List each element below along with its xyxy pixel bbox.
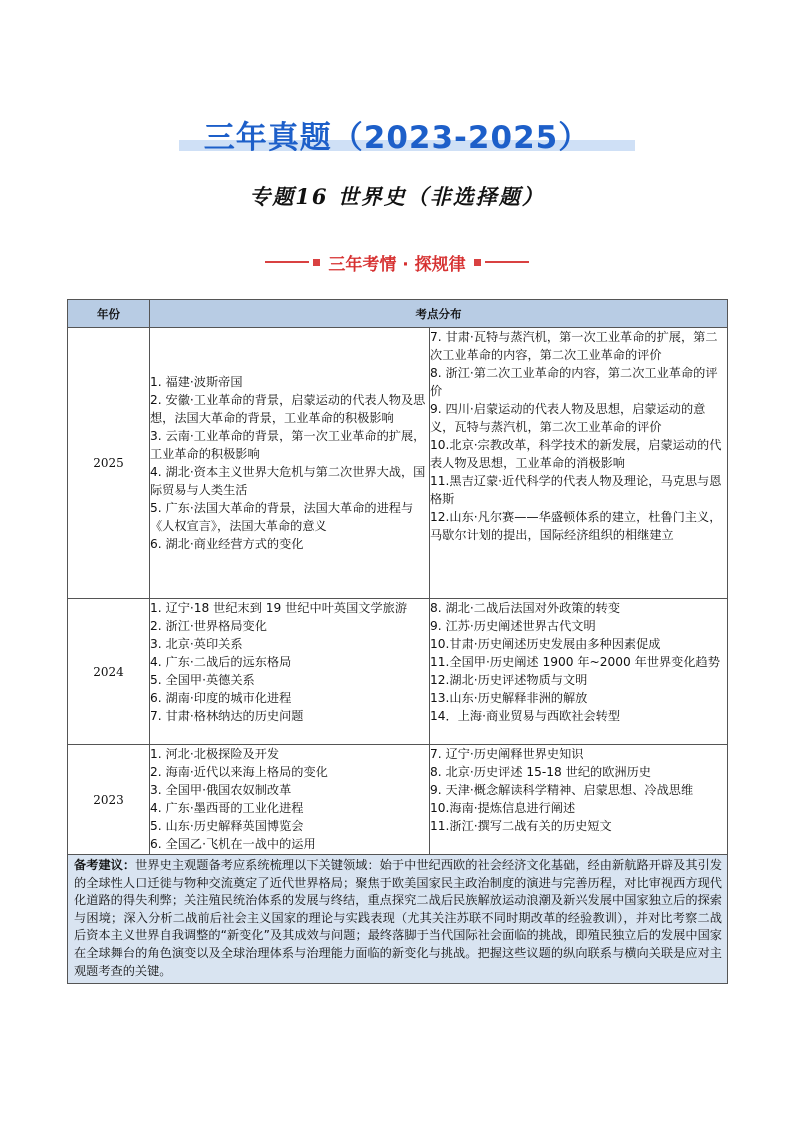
list-item: 1. 河北·北极探险及开发 [150, 747, 280, 761]
list-item: 7. 甘肃·格林纳达的历史问题 [150, 709, 304, 723]
banner-right-diamond-icon [474, 259, 481, 266]
list-item: 6. 湖北·商业经营方式的变化 [150, 537, 304, 551]
list-item: 12.湖北·历史评述物质与文明 [430, 673, 588, 687]
list-item: 3. 云南·工业革命的背景，第一次工业革命的扩展，工业革命的积极影响 [150, 429, 426, 461]
list-item: 10.甘肃·历史阐述历史发展由多种因素促成 [430, 637, 661, 651]
year-cell: 2024 [68, 599, 150, 745]
list-item: 4. 湖北·资本主义世界大危机与第二次世界大战，国际贸易与人类生活 [150, 465, 426, 497]
header-topics: 考点分布 [150, 300, 728, 328]
year-cell: 2023 [68, 745, 150, 855]
topics-left-cell [150, 599, 430, 745]
section-title: 三年考情 · 探规律 [328, 254, 466, 275]
year-cell: 2025 [68, 328, 150, 599]
list-item: 14．上海·商业贸易与西欧社会转型 [430, 709, 621, 723]
topics-right-cell [430, 328, 728, 599]
list-item: 5. 广东·法国大革命的背景，法国大革命的进程与《人权宣言》，法国大革命的意义 [150, 501, 414, 533]
list-item: 7. 甘肃·瓦特与蒸汽机，第一次工业革命的扩展，第二次工业革命的内容，第二次工业革命的评价 [430, 330, 718, 362]
banner-left-diamond-icon [313, 259, 320, 266]
list-item: 4. 广东·二战后的远东格局 [150, 655, 292, 669]
list-item: 11.全国甲·历史阐述 1900 年~2000 年世界变化趋势 [430, 655, 720, 669]
topics-right-cell [430, 745, 728, 855]
topics-left-cell [150, 328, 430, 599]
banner-left-line [265, 261, 309, 263]
topics-right-cell [430, 599, 728, 745]
list-item: 1. 福建·波斯帝国 [150, 375, 243, 389]
advice-label: 备考建议： [74, 858, 136, 872]
header-year: 年份 [68, 300, 150, 328]
list-item: 4. 广东·墨西哥的工业化进程 [150, 801, 304, 815]
table-row-2024 [68, 599, 728, 745]
list-item: 3. 全国甲·俄国农奴制改革 [150, 783, 292, 797]
list-item: 8. 湖北·二战后法国对外政策的转变 [430, 601, 621, 615]
list-item: 5. 山东·历史解释英国博览会 [150, 819, 304, 833]
advice-text: 世界史主观题备考应系统梳理以下关键领域：始于中世纪西欧的社会经济文化基础，经由新航路开辟及其引发的全球性人口迁徙与物种交流奠定了近代世界格局；聚焦于欧美国家民主政治制度的演进与完善历程，对比审视西方现代化道路的得失利弊；关注殖民统治体系的发展与终结，重点探究二战后民族解放运动浪潮及新兴发展中国家独立后的探索与困境；深入分析二战前后社会主义国家的理论与实践表现（尤其关注苏联不同时期改革的经验教训），并对比考察二战后资本主义世界自我调整的“新变化”及其成效与问题；最终落脚于当代国际社会面临的挑战，即殖民独立后的发展中国家在全球舞台的角色演变以及全球治理体系与治理能力面临的新变化与挑战。把握这些议题的纵向联系与横向关联是应对主观题考查的关键。 [74, 858, 723, 978]
list-item: 3. 北京·英印关系 [150, 637, 243, 651]
list-item: 6. 湖南·印度的城市化进程 [150, 691, 292, 705]
list-item: 2. 浙江·世界格局变化 [150, 619, 267, 633]
list-item: 5. 全国甲·英德关系 [150, 673, 255, 687]
topic-subtitle: 专题16 世界史（非选择题） [249, 184, 545, 209]
page-title: 三年真题（2023-2025） [203, 120, 591, 156]
advice-cell [68, 855, 728, 984]
list-item: 8. 浙江·第二次工业革命的内容，第二次工业革命的评价 [430, 366, 718, 398]
banner-right-line [485, 261, 529, 263]
list-item: 7. 辽宁·历史阐释世界史知识 [430, 747, 584, 761]
list-item: 2. 安徽·工业革命的背景，启蒙运动的代表人物及思想，法国大革命的背景，工业革命的积极影响 [150, 393, 426, 425]
list-item: 2. 海南·近代以来海上格局的变化 [150, 765, 328, 779]
list-item: 11.黑吉辽蒙·近代科学的代表人物及理论，马克思与恩格斯 [430, 474, 722, 506]
table-header-row [68, 300, 728, 328]
list-item: 11.浙江·撰写二战有关的历史短文 [430, 819, 612, 833]
list-item: 12.山东·凡尔赛——华盛顿体系的建立，杜鲁门主义，马歇尔计划的提出，国际经济组织的相继建立 [430, 510, 722, 542]
list-item: 1. 辽宁·18 世纪末到 19 世纪中叶英国文学旅游 [150, 601, 408, 615]
list-item: 8. 北京·历史评述 15-18 世纪的欧洲历史 [430, 765, 651, 779]
topics-left-cell [150, 745, 430, 855]
advice-row [68, 855, 728, 984]
list-item: 9. 天津·概念解读科学精神、启蒙思想、冷战思维 [430, 783, 694, 797]
list-item: 6. 全国乙·飞机在一战中的运用 [150, 837, 316, 851]
exam-distribution-table [67, 299, 728, 984]
list-item: 10.北京·宗教改革，科学技术的新发展，启蒙运动的代表人物及思想，工业革命的消极影响 [430, 438, 722, 470]
section-banner [0, 248, 794, 276]
list-item: 13.山东·历史解释非洲的解放 [430, 691, 588, 705]
table-row-2025 [68, 328, 728, 599]
list-item: 9. 江苏·历史阐述世界古代文明 [430, 619, 596, 633]
list-item: 10.海南·提炼信息进行阐述 [430, 801, 576, 815]
table-row-2023 [68, 745, 728, 855]
list-item: 9. 四川·启蒙运动的代表人物及思想，启蒙运动的意义，瓦特与蒸汽机，第二次工业革命的评价 [430, 402, 706, 434]
